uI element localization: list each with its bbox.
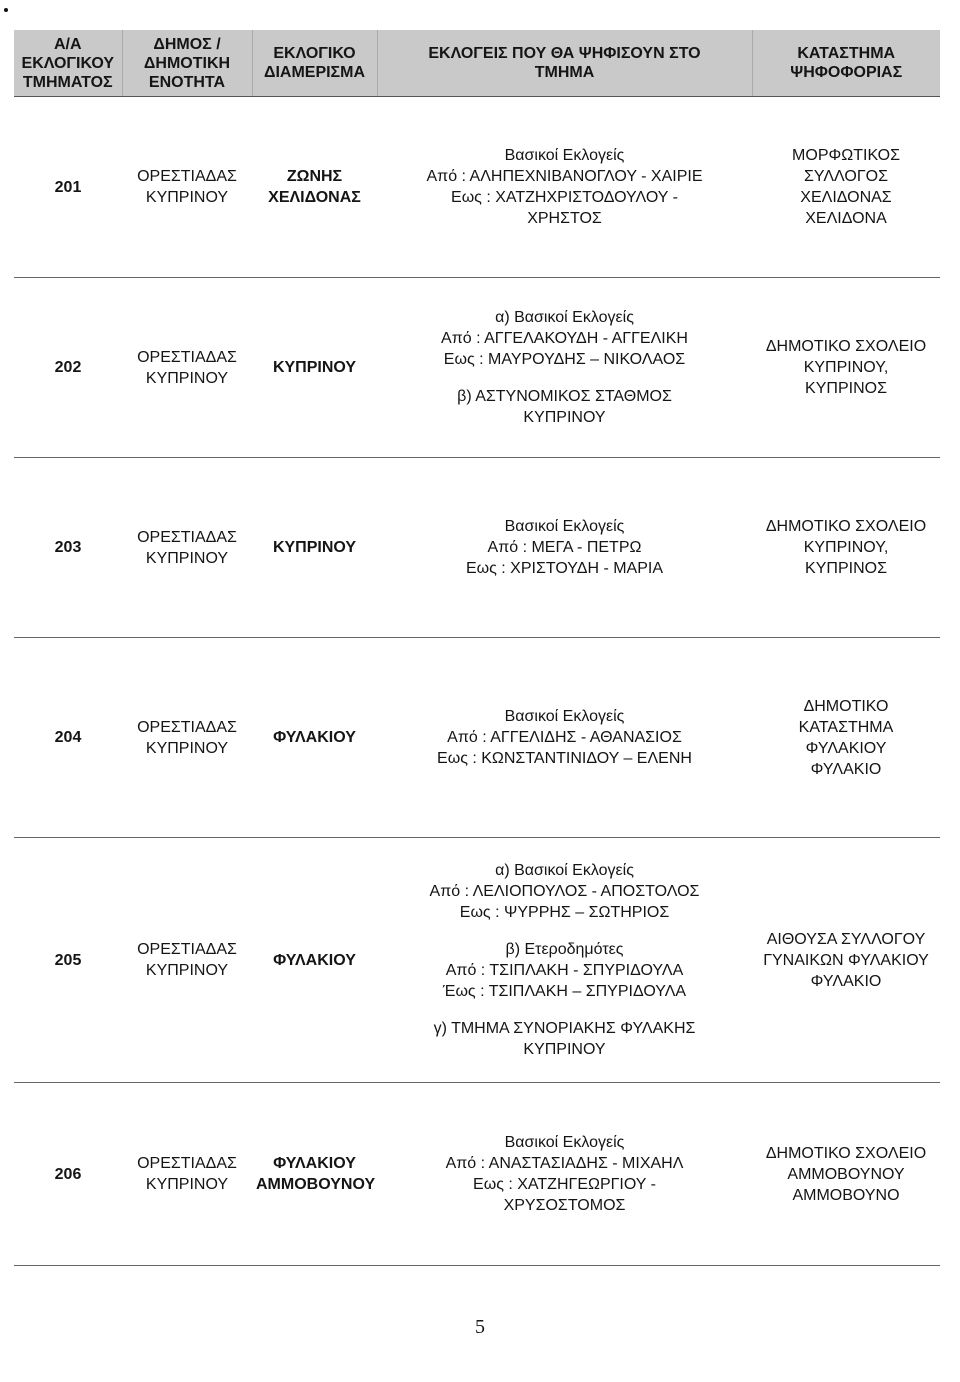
district-cell: ΚΥΠΡΙΝΟΥ — [252, 278, 377, 458]
table-row — [14, 278, 940, 458]
electors-group: α) Βασικοί Εκλογείς Από : ΛΕΛΙΟΠΟΥΛΟΣ - ΑΠΟΣΤΟΛΟΣ Εως : ΨΥΡΡΗΣ – ΣΩΤΗΡΙΟΣ — [429, 862, 700, 921]
municipality-cell: ΟΡΕΣΤΙΑΔΑΣ ΚΥΠΡΙΝΟΥ — [122, 1083, 252, 1266]
page-number: 5 — [475, 1316, 485, 1338]
electors-group: Βασικοί Εκλογείς Από : ΜΕΓΑ - ΠΕΤΡΩ Εως : ΧΡΙΣΤΟΥΔΗ - ΜΑΡΙΑ — [465, 518, 664, 577]
electors-cell — [377, 838, 752, 1083]
municipality-cell: ΟΡΕΣΤΙΑΔΑΣ ΚΥΠΡΙΝΟΥ — [122, 838, 252, 1083]
electors-cell — [377, 278, 752, 458]
section-number-cell: 203 — [14, 458, 122, 638]
district-cell: ΦΥΛΑΚΙΟΥ ΑΜΜΟΒΟΥΝΟΥ — [252, 1083, 377, 1266]
table-row — [14, 97, 940, 278]
polling-stations-table — [14, 30, 940, 1266]
electors-cell — [377, 638, 752, 838]
electors-cell — [377, 1083, 752, 1266]
section-number-cell: 201 — [14, 97, 122, 278]
municipality-cell: ΟΡΕΣΤΙΑΔΑΣ ΚΥΠΡΙΝΟΥ — [122, 638, 252, 838]
section-number-cell: 202 — [14, 278, 122, 458]
table-row — [14, 638, 940, 838]
table-row — [14, 1083, 940, 1266]
polling-station-cell: ΔΗΜΟΤΙΚΟ ΣΧΟΛΕΙΟ ΚΥΠΡΙΝΟΥ, ΚΥΠΡΙΝΟΣ — [752, 458, 940, 638]
district-cell: ΦΥΛΑΚΙΟΥ — [252, 638, 377, 838]
electors-group: α) Βασικοί Εκλογείς Από : ΑΓΓΕΛΑΚΟΥΔΗ - ΑΓΓΕΛΙΚΗ Εως : ΜΑΥΡΟΥΔΗΣ – ΝΙΚΟΛΑΟΣ — [441, 309, 688, 368]
header-electoral-district: ΕΚΛΟΓΙΚΟ ΔΙΑΜΕΡΙΣΜΑ — [252, 30, 377, 97]
electors-group: β) ΑΣΤΥΝΟΜΙΚΟΣ ΣΤΑΘΜΟΣ ΚΥΠΡΙΝΟΥ — [457, 388, 672, 426]
section-number-cell: 204 — [14, 638, 122, 838]
polling-station-cell: ΔΗΜΟΤΙΚΟ ΣΧΟΛΕΙΟ ΚΥΠΡΙΝΟΥ, ΚΥΠΡΙΝΟΣ — [752, 278, 940, 458]
header-section-number: Α/Α ΕΚΛΟΓΙΚΟΥ ΤΜΗΜΑΤΟΣ — [14, 30, 122, 97]
polling-station-cell: ΜΟΡΦΩΤΙΚΟΣ ΣΥΛΛΟΓΟΣ ΧΕΛΙΔΟΝΑΣ ΧΕΛΙΔΟΝΑ — [752, 97, 940, 278]
district-cell: ΦΥΛΑΚΙΟΥ — [252, 838, 377, 1083]
section-number-cell: 205 — [14, 838, 122, 1083]
table-row — [14, 838, 940, 1083]
district-cell: ΚΥΠΡΙΝΟΥ — [252, 458, 377, 638]
electors-group: β) Ετεροδημότες Από : ΤΣΙΠΛΑΚΗ - ΣΠΥΡΙΔΟΥΛΑ Έως : ΤΣΙΠΛΑΚΗ – ΣΠΥΡΙΔΟΥΛΑ — [442, 941, 687, 1000]
header-polling-station: ΚΑΤΑΣΤΗΜΑ ΨΗΦΟΦΟΡΙΑΣ — [752, 30, 940, 97]
table-row — [14, 458, 940, 638]
header-electors: ΕΚΛΟΓΕΙΣ ΠΟΥ ΘΑ ΨΗΦΙΣΟΥΝ ΣΤΟ ΤΜΗΜΑ — [377, 30, 752, 97]
section-number-cell: 206 — [14, 1083, 122, 1266]
district-cell: ΖΩΝΗΣ ΧΕΛΙΔΟΝΑΣ — [252, 97, 377, 278]
header-row — [14, 30, 940, 97]
polling-station-cell: ΔΗΜΟΤΙΚΟ ΚΑΤΑΣΤΗΜΑ ΦΥΛΑΚΙΟΥ ΦΥΛΑΚΙΟ — [752, 638, 940, 838]
municipality-cell: ΟΡΕΣΤΙΑΔΑΣ ΚΥΠΡΙΝΟΥ — [122, 278, 252, 458]
electors-group: γ) ΤΜΗΜΑ ΣΥΝΟΡΙΑΚΗΣ ΦΥΛΑΚΗΣ ΚΥΠΡΙΝΟΥ — [433, 1020, 696, 1058]
polling-station-cell: ΑΙΘΟΥΣΑ ΣΥΛΛΟΓΟΥ ΓΥΝΑΙΚΩΝ ΦΥΛΑΚΙΟΥ ΦΥΛΑΚΙΟ — [752, 838, 940, 1083]
header-municipality: ΔΗΜΟΣ / ΔΗΜΟΤΙΚΗ ΕΝΟΤΗΤΑ — [122, 30, 252, 97]
electors-cell — [377, 458, 752, 638]
electors-cell — [377, 97, 752, 278]
electors-group: Βασικοί Εκλογείς Από : ΑΓΓΕΛΙΔΗΣ - ΑΘΑΝΑΣΙΟΣ Εως : ΚΩΝΣΤΑΝΤΙΝΙΔΟΥ – ΕΛΕΝΗ — [437, 708, 692, 767]
municipality-cell: ΟΡΕΣΤΙΑΔΑΣ ΚΥΠΡΙΝΟΥ — [122, 458, 252, 638]
polling-station-cell: ΔΗΜΟΤΙΚΟ ΣΧΟΛΕΙΟ ΑΜΜΟΒΟΥΝΟΥ ΑΜΜΟΒΟΥΝΟ — [752, 1083, 940, 1266]
electors-group: Βασικοί Εκλογείς Από : ΑΛΗΠΕΧΝΙΒΑΝΟΓΛΟΥ - ΧΑΙΡΙΕ Εως : ΧΑΤΖΗΧΡΙΣΤΟΔΟΥΛΟΥ - ΧΡΗΣΤΟΣ — [426, 147, 703, 227]
electors-group: Βασικοί Εκλογείς Από : ΑΝΑΣΤΑΣΙΑΔΗΣ - ΜΙΧΑΗΛ Εως : ΧΑΤΖΗΓΕΩΡΓΙΟΥ - ΧΡΥΣΟΣΤΟΜΟΣ — [445, 1134, 684, 1214]
municipality-cell: ΟΡΕΣΤΙΑΔΑΣ ΚΥΠΡΙΝΟΥ — [122, 97, 252, 278]
scan-dot — [4, 8, 8, 12]
